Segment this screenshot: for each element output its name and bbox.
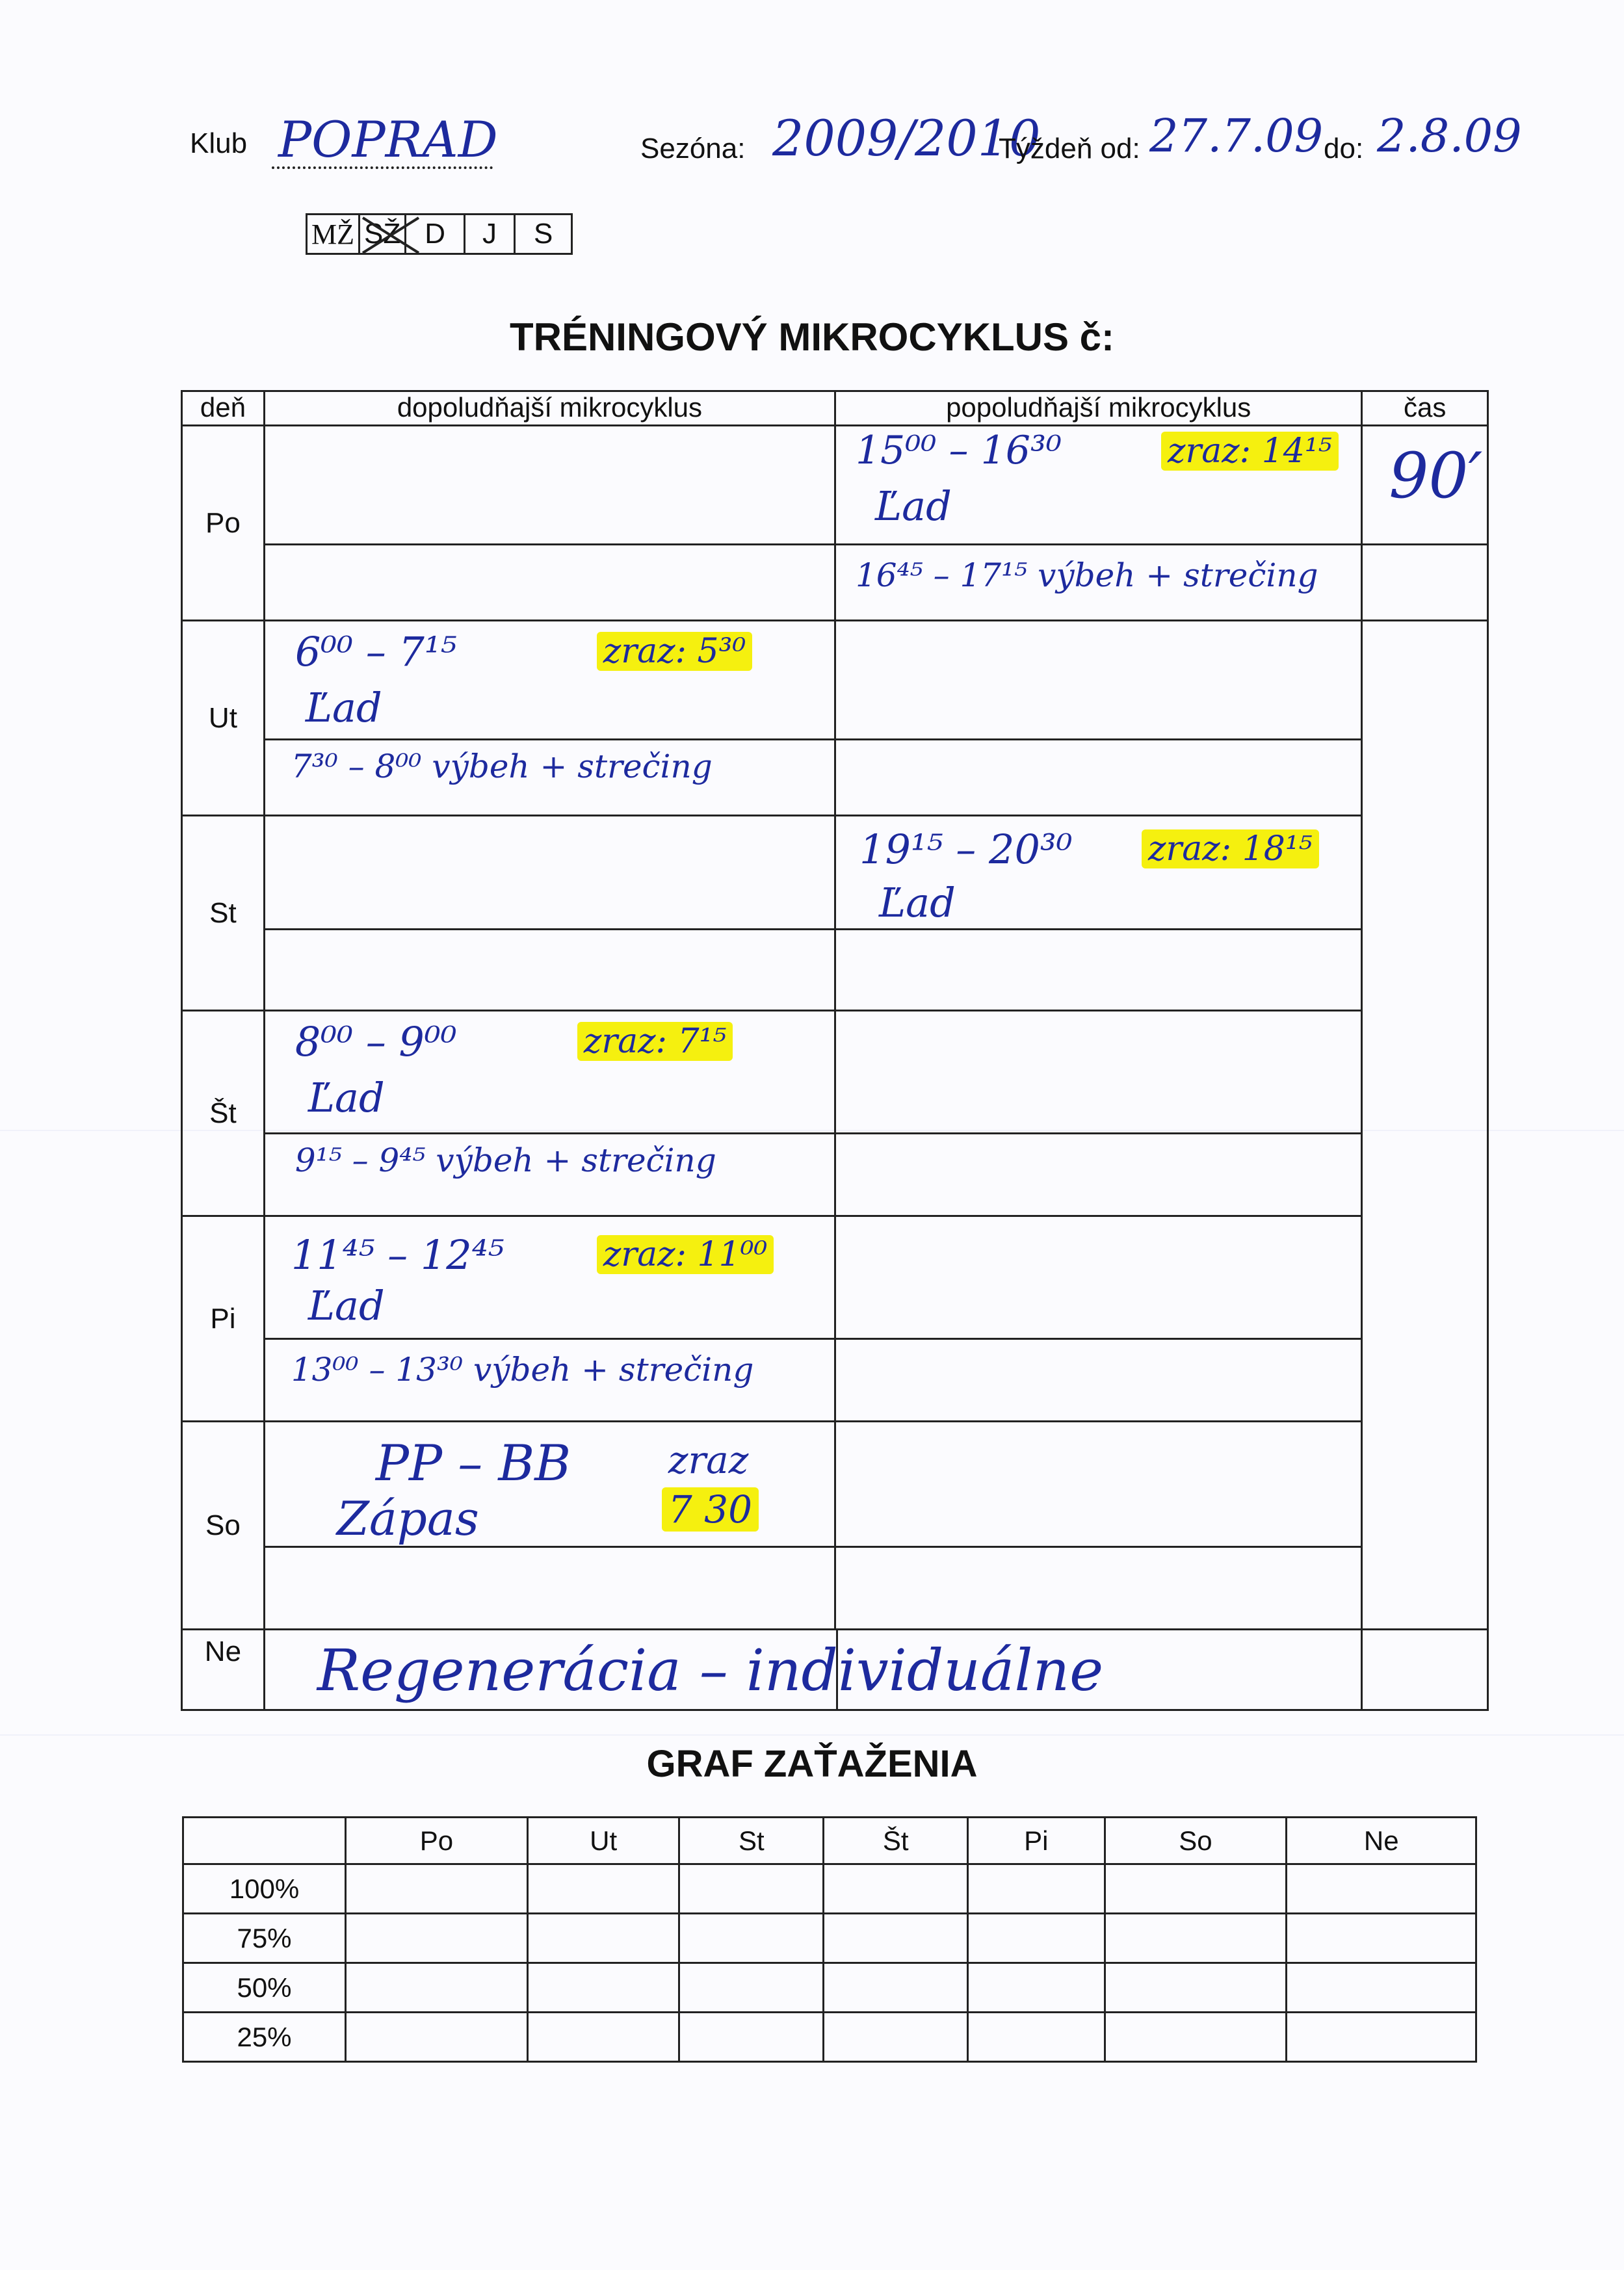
stv-am-secondary: 9¹⁵ – 9⁴⁵ výbeh + strečing: [295, 1142, 716, 1179]
cas-so: [1362, 1422, 1488, 1630]
stv-am-zraz: zraz: 7¹⁵: [577, 1022, 733, 1061]
do-label: do:: [1324, 133, 1364, 164]
graf-cell: [968, 2013, 1105, 2062]
microcycle-table: [181, 390, 1489, 1711]
graf-day: So: [1105, 1818, 1287, 1864]
ne-divider: [836, 1630, 838, 1709]
pi-am-activity: Ľad: [308, 1282, 385, 1329]
graf-cell: [346, 1864, 528, 1914]
cas-stv: [1362, 1011, 1488, 1216]
am-stv: [264, 1011, 835, 1216]
pi-am-zraz: zraz: 11⁰⁰: [597, 1235, 774, 1274]
category-j: J: [465, 215, 515, 254]
graf-cell: [527, 1864, 679, 1914]
graf-cell: [527, 2013, 679, 2062]
graf-cell: [824, 2013, 968, 2062]
tyzden-to: 2.8.09: [1377, 109, 1522, 163]
pi-am-secondary: 13⁰⁰ – 13³⁰ výbeh + strečing: [291, 1351, 754, 1389]
graf-day: Pi: [968, 1818, 1105, 1864]
st-pm-time: 19¹⁵ – 20³⁰: [859, 826, 1073, 873]
pm-so: [835, 1422, 1362, 1630]
header-cas: čas: [1362, 391, 1488, 426]
graf-title: GRAF ZAŤAŽENIA: [646, 1743, 978, 1785]
day-so: So: [182, 1422, 265, 1630]
header-den: deň: [182, 391, 265, 426]
pm-ut: [835, 621, 1362, 816]
klub-field: [272, 111, 498, 169]
graf-cell: [679, 1963, 824, 2013]
graf-cell: [1287, 1914, 1476, 1963]
ut-am-activity: Ľad: [305, 684, 382, 731]
graf-cell: [1105, 1914, 1287, 1963]
klub-value: POPRAD: [278, 111, 498, 168]
ut-am-secondary: 7³⁰ – 8⁰⁰ výbeh + strečing: [291, 748, 713, 785]
row-po: [182, 426, 1488, 621]
category-d: D: [406, 215, 465, 254]
row-ut: [182, 621, 1488, 816]
graf-cell: [527, 1914, 679, 1963]
so-zraz-time: 7 30: [662, 1487, 759, 1532]
po-pm-zraz: zraz: 14¹⁵: [1161, 432, 1339, 471]
graf-cell: [346, 2013, 528, 2062]
po-cas: 90′: [1389, 439, 1483, 512]
graf-day: Št: [824, 1818, 968, 1864]
row-pi: [182, 1216, 1488, 1422]
klub-label: Klub: [190, 127, 248, 159]
row-ne: [182, 1630, 1488, 1710]
so-am-zapas: Zápas: [336, 1491, 479, 1546]
am-st: [264, 816, 835, 1011]
day-pi: Pi: [182, 1216, 265, 1422]
st-pm-zraz: zraz: 18¹⁵: [1142, 829, 1319, 868]
cas-po: [1362, 426, 1488, 621]
graf-cell: [824, 1963, 968, 2013]
graf-cell: [679, 1864, 824, 1914]
graf-day: Ut: [527, 1818, 679, 1864]
graf-level: 50%: [183, 1963, 346, 2013]
pm-pi: [835, 1216, 1362, 1422]
graf-cell: [968, 1914, 1105, 1963]
header-dopoludnajsi: dopoludňajší mikrocyklus: [264, 391, 835, 426]
graf-table: [182, 1816, 1477, 2063]
pm-po: [835, 426, 1362, 621]
tyzden-label: Týždeň od:: [999, 133, 1140, 164]
cas-st: [1362, 816, 1488, 1011]
graf-cell: [824, 1914, 968, 1963]
am-pi: [264, 1216, 835, 1422]
category-s: S: [515, 215, 572, 254]
stv-am-time: 8⁰⁰ – 9⁰⁰: [295, 1018, 457, 1065]
graf-cell: [1105, 1864, 1287, 1914]
graf-row: [183, 1864, 1476, 1914]
so-am-match: PP – BB: [375, 1434, 571, 1492]
category-boxes: [306, 213, 573, 255]
graf-day: Ne: [1287, 1818, 1476, 1864]
am-po: [264, 426, 835, 621]
ut-am-time: 6⁰⁰ – 7¹⁵: [295, 628, 457, 675]
graf-cell: [527, 1963, 679, 2013]
graf-cell: [968, 1864, 1105, 1914]
graf-cell: [1287, 1864, 1476, 1914]
sezona-label: Sezóna:: [640, 133, 746, 164]
row-st: [182, 816, 1488, 1011]
day-stv: Št: [182, 1011, 265, 1216]
so-zraz-label: zraz: [668, 1438, 749, 1482]
cas-pi: [1362, 1216, 1488, 1422]
graf-cell: [1287, 2013, 1476, 2062]
po-pm-secondary: 16⁴⁵ – 17¹⁵ výbeh + strečing: [856, 556, 1318, 594]
header-popoludnajsi: popoludňajší mikrocyklus: [835, 391, 1362, 426]
graf-day: Po: [346, 1818, 528, 1864]
category-mz: MŽ: [307, 215, 360, 254]
day-po: Po: [182, 426, 265, 621]
graf-level: 25%: [183, 2013, 346, 2062]
st-pm-activity: Ľad: [879, 879, 956, 926]
row-stv: [182, 1011, 1488, 1216]
tyzden-from: 27.7.09: [1149, 109, 1324, 163]
graf-cell: [679, 2013, 824, 2062]
graf-row: [183, 1914, 1476, 1963]
graf-cell: [824, 1864, 968, 1914]
day-st: St: [182, 816, 265, 1011]
graf-cell: [346, 1963, 528, 2013]
row-so: [182, 1422, 1488, 1630]
cross-out-mark: [360, 215, 421, 255]
ne-note: Regenerácia – individuálne: [317, 1637, 1104, 1704]
graf-row: [183, 2013, 1476, 2062]
ut-am-zraz: zraz: 5³⁰: [597, 632, 752, 671]
cas-ut: [1362, 621, 1488, 816]
day-ne: Ne: [182, 1630, 265, 1710]
graf-corner: [183, 1818, 346, 1864]
sezona-value: 2009/2010: [772, 109, 1041, 167]
am-ut: [264, 621, 835, 816]
po-pm-time: 15⁰⁰ – 16³⁰: [856, 428, 1062, 473]
ne-content: [264, 1630, 1362, 1710]
graf-row: [183, 1963, 1476, 2013]
am-so: [264, 1422, 835, 1630]
graf-cell: [1105, 2013, 1287, 2062]
graf-cell: [968, 1963, 1105, 2013]
graf-cell: [1287, 1963, 1476, 2013]
graf-day: St: [679, 1818, 824, 1864]
category-sz-label: SŽ: [364, 218, 401, 250]
category-sz: [360, 215, 406, 254]
graf-cell: [1105, 1963, 1287, 2013]
stv-am-activity: Ľad: [308, 1074, 385, 1121]
graf-cell: [346, 1914, 528, 1963]
po-pm-activity: Ľad: [875, 482, 952, 530]
day-ut: Ut: [182, 621, 265, 816]
pi-am-time: 11⁴⁵ – 12⁴⁵: [291, 1231, 504, 1279]
cas-ne: [1362, 1630, 1488, 1710]
pm-stv: [835, 1011, 1362, 1216]
pm-st: [835, 816, 1362, 1011]
graf-cell: [679, 1914, 824, 1963]
graf-level: 75%: [183, 1914, 346, 1963]
page-title: TRÉNINGOVÝ MIKROCYKLUS č:: [509, 315, 1115, 359]
graf-level: 100%: [183, 1864, 346, 1914]
